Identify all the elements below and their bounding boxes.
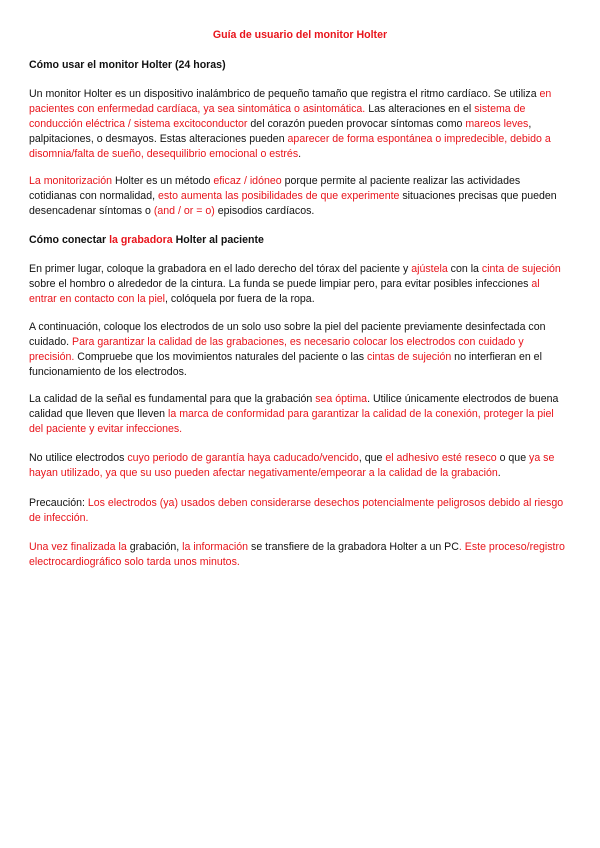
paragraph-recorder: En primer lugar, coloque la grabadora en el lado derecho del tórax del paciente y ajústela con la cinta de sujeción sobre el hombro o alrededor de la cintura. La funda se puede limpiar pero, para evitar posibles infecciones al entrar en contacto con la piel, colóquela por fuera de la ropa. — [29, 263, 561, 305]
paragraph-monitoring: La monitorización Holter es un método eficaz / idóneo porque permite al paciente realizar las actividades cotidianas con normalidad, esto aumenta las posibilidades de que experimente situaciones precisas que pueden desencadenar síntomas o (and / or = o) episodios cardíacos. — [29, 175, 557, 217]
section-heading-usage: Cómo usar el monitor Holter (24 horas) — [29, 59, 226, 71]
paragraph-transfer: Una vez finalizada la grabación, la información se transfiere de la grabadora Holter a un PC. Este proceso/registro electrocardiográfico solo tarda unos minutos. — [29, 541, 565, 568]
paragraph-caution: Precaución: Los electrodos (ya) usados deben considerarse desechos potencialmente peligrosos debido al riesgo de infección. — [29, 497, 564, 524]
paragraph-electrodes: A continuación, coloque los electrodos de un solo uso sobre la piel del paciente previamente desinfectada con cuidado. Para garantizar la calidad de las grabaciones, es necesario colocar los electrodos con cuidado y precisión. Compruebe que los movimientos naturales del paciente o las cintas de sujeción no interfieran en el funcionamiento de los electrodos. — [29, 321, 546, 378]
paragraph-intro: Un monitor Holter es un dispositivo inalámbrico de pequeño tamaño que registra el ritmo cardíaco. Se utiliza en pacientes con enfermedad cardíaca, ya sea sintomática o asintomática. Las alteraciones en el sistema de conducción eléctrica / sistema excitoconductor del corazón pueden provocar síntomas como mareos leves, palpitaciones, o desmayos. Estas alteraciones pueden aparecer de forma espontánea o impredecible, debido a disomnia/falta de sueño, desequilibrio emocional o estrés. — [29, 88, 552, 160]
section-heading-connect: Cómo conectar la grabadora Holter al paciente — [29, 234, 264, 246]
document-title: Guía de usuario del monitor Holter — [212, 29, 388, 41]
paragraph-warnings: No utilice electrodos cuyo periodo de garantía haya caducado/vencido, que el adhesivo esté reseco o que ya se hayan utilizado, ya que su uso pueden afectar negativamente/empeorar a la calidad de la grabación. — [29, 452, 555, 479]
paragraph-signal-quality: La calidad de la señal es fundamental para que la grabación sea óptima. Utilice únicamente electrodos de buena calidad que lleven que lleven la marca de conformidad para garantizar la calidad de la conexión, proteger la piel del paciente y evitar infecciones. — [29, 393, 559, 435]
